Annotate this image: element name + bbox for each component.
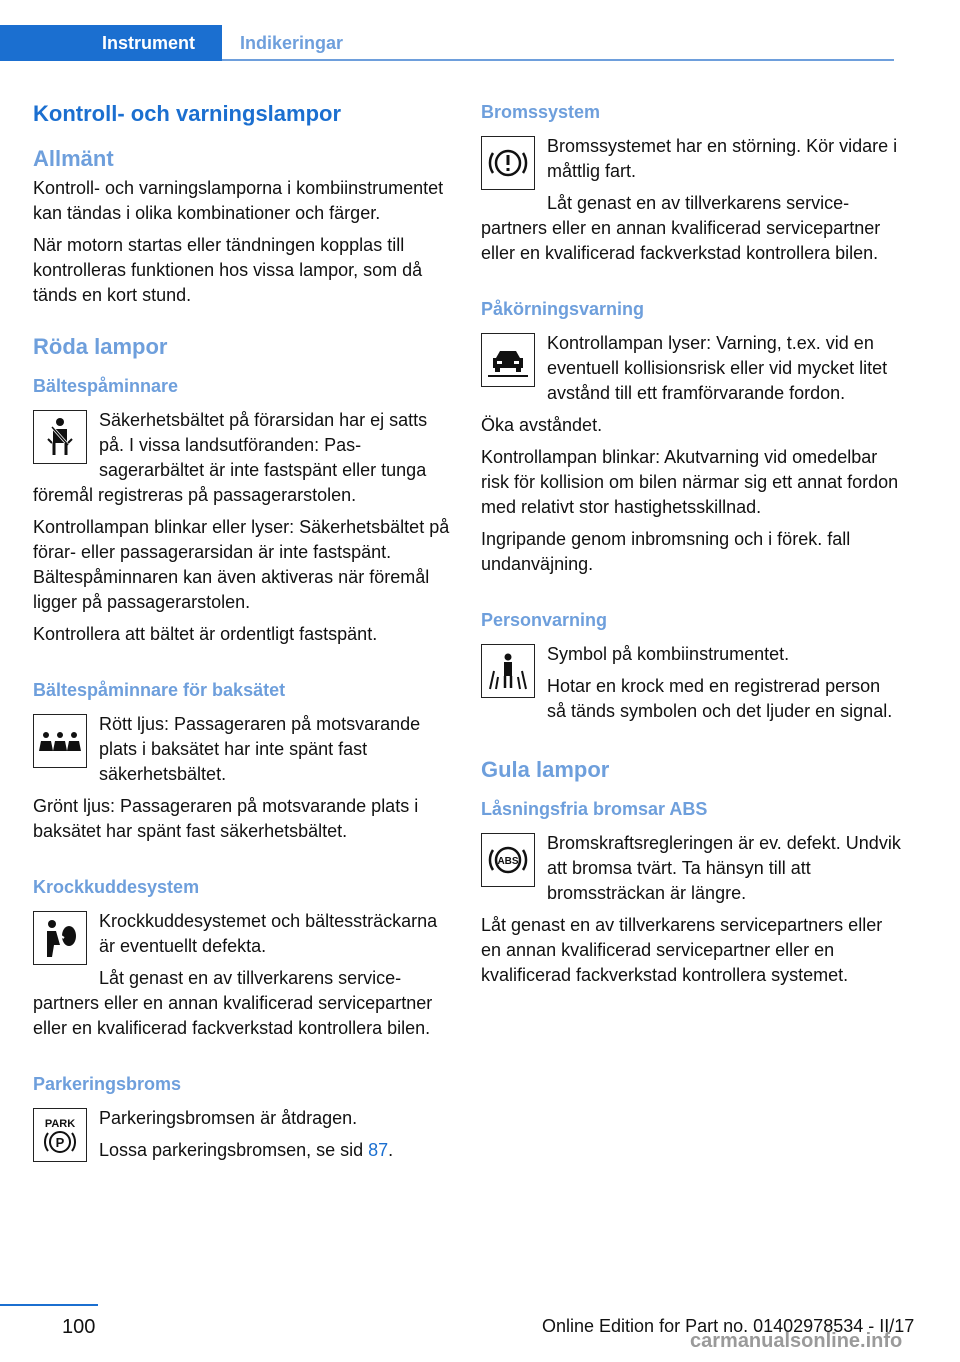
heading-allmant: Allmänt bbox=[33, 146, 114, 171]
top-navigation bbox=[0, 0, 960, 62]
paragraph: Kontrollampan lyser: Varning, t.ex. vid en eventuell kollisionsrisk eller vid mycket litet avstånd till ett framförvarande fordon. bbox=[547, 333, 888, 403]
paragraph: Ingripande genom inbromsning och i förek. fall undanväjning. bbox=[481, 529, 851, 574]
watermark: carmanualsonline.info bbox=[690, 1330, 903, 1352]
paragraph: Symbol på kombiinstrumentet. bbox=[547, 644, 790, 664]
paragraph: Låt genast en av tillverkarens servicepartners eller en annan kvalificerad servicepartner eller en kvalificerad fackverkstad kontrollera bilen. bbox=[33, 968, 433, 1038]
rear-seat-belt-icon bbox=[33, 714, 87, 768]
page-link[interactable]: 87 bbox=[368, 1140, 389, 1160]
tab-divider bbox=[222, 59, 894, 61]
heading-personvarning: Personvarning bbox=[481, 610, 608, 630]
page-number: 100 bbox=[62, 1316, 96, 1338]
heading-gula-lampor: Gula lampor bbox=[481, 757, 610, 782]
paragraph: Låt genast en av tillverkarens servicepartners eller en annan kvalificerad servicepartner eller en kvalificerad fackverkstad kontrollera bilen. bbox=[481, 193, 881, 263]
paragraph: Rött ljus: Passageraren på motsvarande plats i baksätet har inte spänt fast säkerhetsbältet. bbox=[99, 714, 421, 784]
edition-text: Online Edition for Part no. 01402978534 - II/17 bbox=[542, 1316, 915, 1336]
heading-abs: Låsningsfria bromsar ABS bbox=[481, 799, 708, 819]
paragraph-with-link bbox=[33, 1138, 453, 1163]
paragraph: Öka avståndet. bbox=[481, 415, 603, 435]
parking-brake-icon bbox=[33, 1108, 87, 1162]
heading-parkeringsbroms: Parkeringsbroms bbox=[33, 1074, 182, 1094]
heading-bromssystem: Bromssystem bbox=[481, 102, 601, 122]
text: Lossa parkeringsbromsen, se sid bbox=[99, 1140, 369, 1160]
abs-icon-text: ABS bbox=[497, 856, 519, 867]
heading-roda-lampor: Röda lampor bbox=[33, 334, 168, 359]
seatbelt-icon bbox=[33, 410, 87, 464]
abs-icon bbox=[481, 833, 535, 887]
section-bromssystem bbox=[481, 100, 901, 273]
left-column bbox=[33, 100, 453, 1194]
paragraph: Grönt ljus: Passageraren på motsvarande plats i baksätet har spänt fast säkerhetsbältet. bbox=[33, 796, 419, 841]
collision-warning-icon bbox=[481, 333, 535, 387]
parking-brake-icon-letter: P bbox=[55, 1135, 65, 1150]
section-allmant bbox=[33, 144, 453, 308]
tab-instrument[interactable] bbox=[0, 25, 222, 61]
section-parkeringsbroms bbox=[33, 1072, 453, 1170]
section-personvarning bbox=[481, 608, 901, 731]
text: . bbox=[388, 1140, 394, 1160]
paragraph: Parkeringsbromsen är åtdragen. bbox=[99, 1108, 358, 1128]
heading-baltespaminnare: Bältespåminnare bbox=[33, 376, 179, 396]
right-column bbox=[481, 100, 901, 1019]
page-title: Kontroll- och varningslampor bbox=[33, 101, 342, 126]
section-krockkuddesystem bbox=[33, 875, 453, 1048]
paragraph: Bromssystemet har en störning. Kör vidare i måttlig fart. bbox=[547, 136, 898, 181]
pedestrian-warning-icon bbox=[481, 644, 535, 698]
tab-indikeringar[interactable]: Indikeringar bbox=[240, 33, 344, 53]
paragraph: Kontroll- och varningslamporna i kombiinstrumentet kan tändas i olika kombinationer och färger. bbox=[33, 178, 444, 223]
paragraph: Kontrollera att bältet är ordentligt fastspänt. bbox=[33, 624, 378, 644]
heading-baltespaminnare-baksatet: Bältespåminnare för baksätet bbox=[33, 680, 286, 700]
parking-brake-icon-text: PARK bbox=[44, 1118, 76, 1130]
paragraph: Hotar en krock med en registrerad person så tänds symbolen och det ljuder en signal. bbox=[547, 676, 893, 721]
section-abs bbox=[481, 797, 901, 995]
airbag-icon bbox=[33, 911, 87, 965]
paragraph: Krockkuddesystemet och bältessträckarna är eventuellt defekta. bbox=[99, 911, 438, 956]
paragraph: Låt genast en av tillverkarens servicepartners eller en annan kvalificerad servicepartner eller en kvalificerad fackverkstad kontrollera systemet. bbox=[481, 915, 883, 985]
heading-krockkuddesystem: Krockkuddesystem bbox=[33, 877, 200, 897]
paragraph: Säkerhetsbältet på förarsidan har ej satts på. I vissa landsutföranden: Passagerarbältet är inte fastspänt eller tunga föremål registreras på passagerarstolen. bbox=[33, 410, 428, 505]
footer-line bbox=[0, 1304, 98, 1306]
section-baltespaminnare-baksatet bbox=[33, 678, 453, 851]
paragraph: När motorn startas eller tändningen kopplas till kontrolleras funktionen hos vissa lampor, som då tänds en kort stund. bbox=[33, 235, 423, 305]
tab-instrument-label: Instrument bbox=[102, 33, 196, 53]
paragraph: Kontrollampan blinkar: Akutvarning vid omedelbar risk för kollision om bilen närmar sig ett annat fordon med relativt stor hastighetsskillnad. bbox=[481, 447, 899, 517]
heading-pakorningsvarning: Påkörningsvarning bbox=[481, 299, 645, 319]
brake-warning-icon bbox=[481, 136, 535, 190]
paragraph: Bromskraftsregleringen är ev. defekt. Undvik att bromsa tvärt. Ta hänsyn till att bromssträckan är längre. bbox=[547, 833, 901, 903]
section-baltespaminnare bbox=[33, 374, 453, 654]
paragraph: Kontrollampan blinkar eller lyser: Säkerhetsbältet på förar- eller passagerarsidan är inte fastspänt. Bältespåminnaren kan även aktiveras när föremål ligger på passagerarstolen. bbox=[33, 517, 450, 612]
section-pakorningsvarning bbox=[481, 297, 901, 584]
